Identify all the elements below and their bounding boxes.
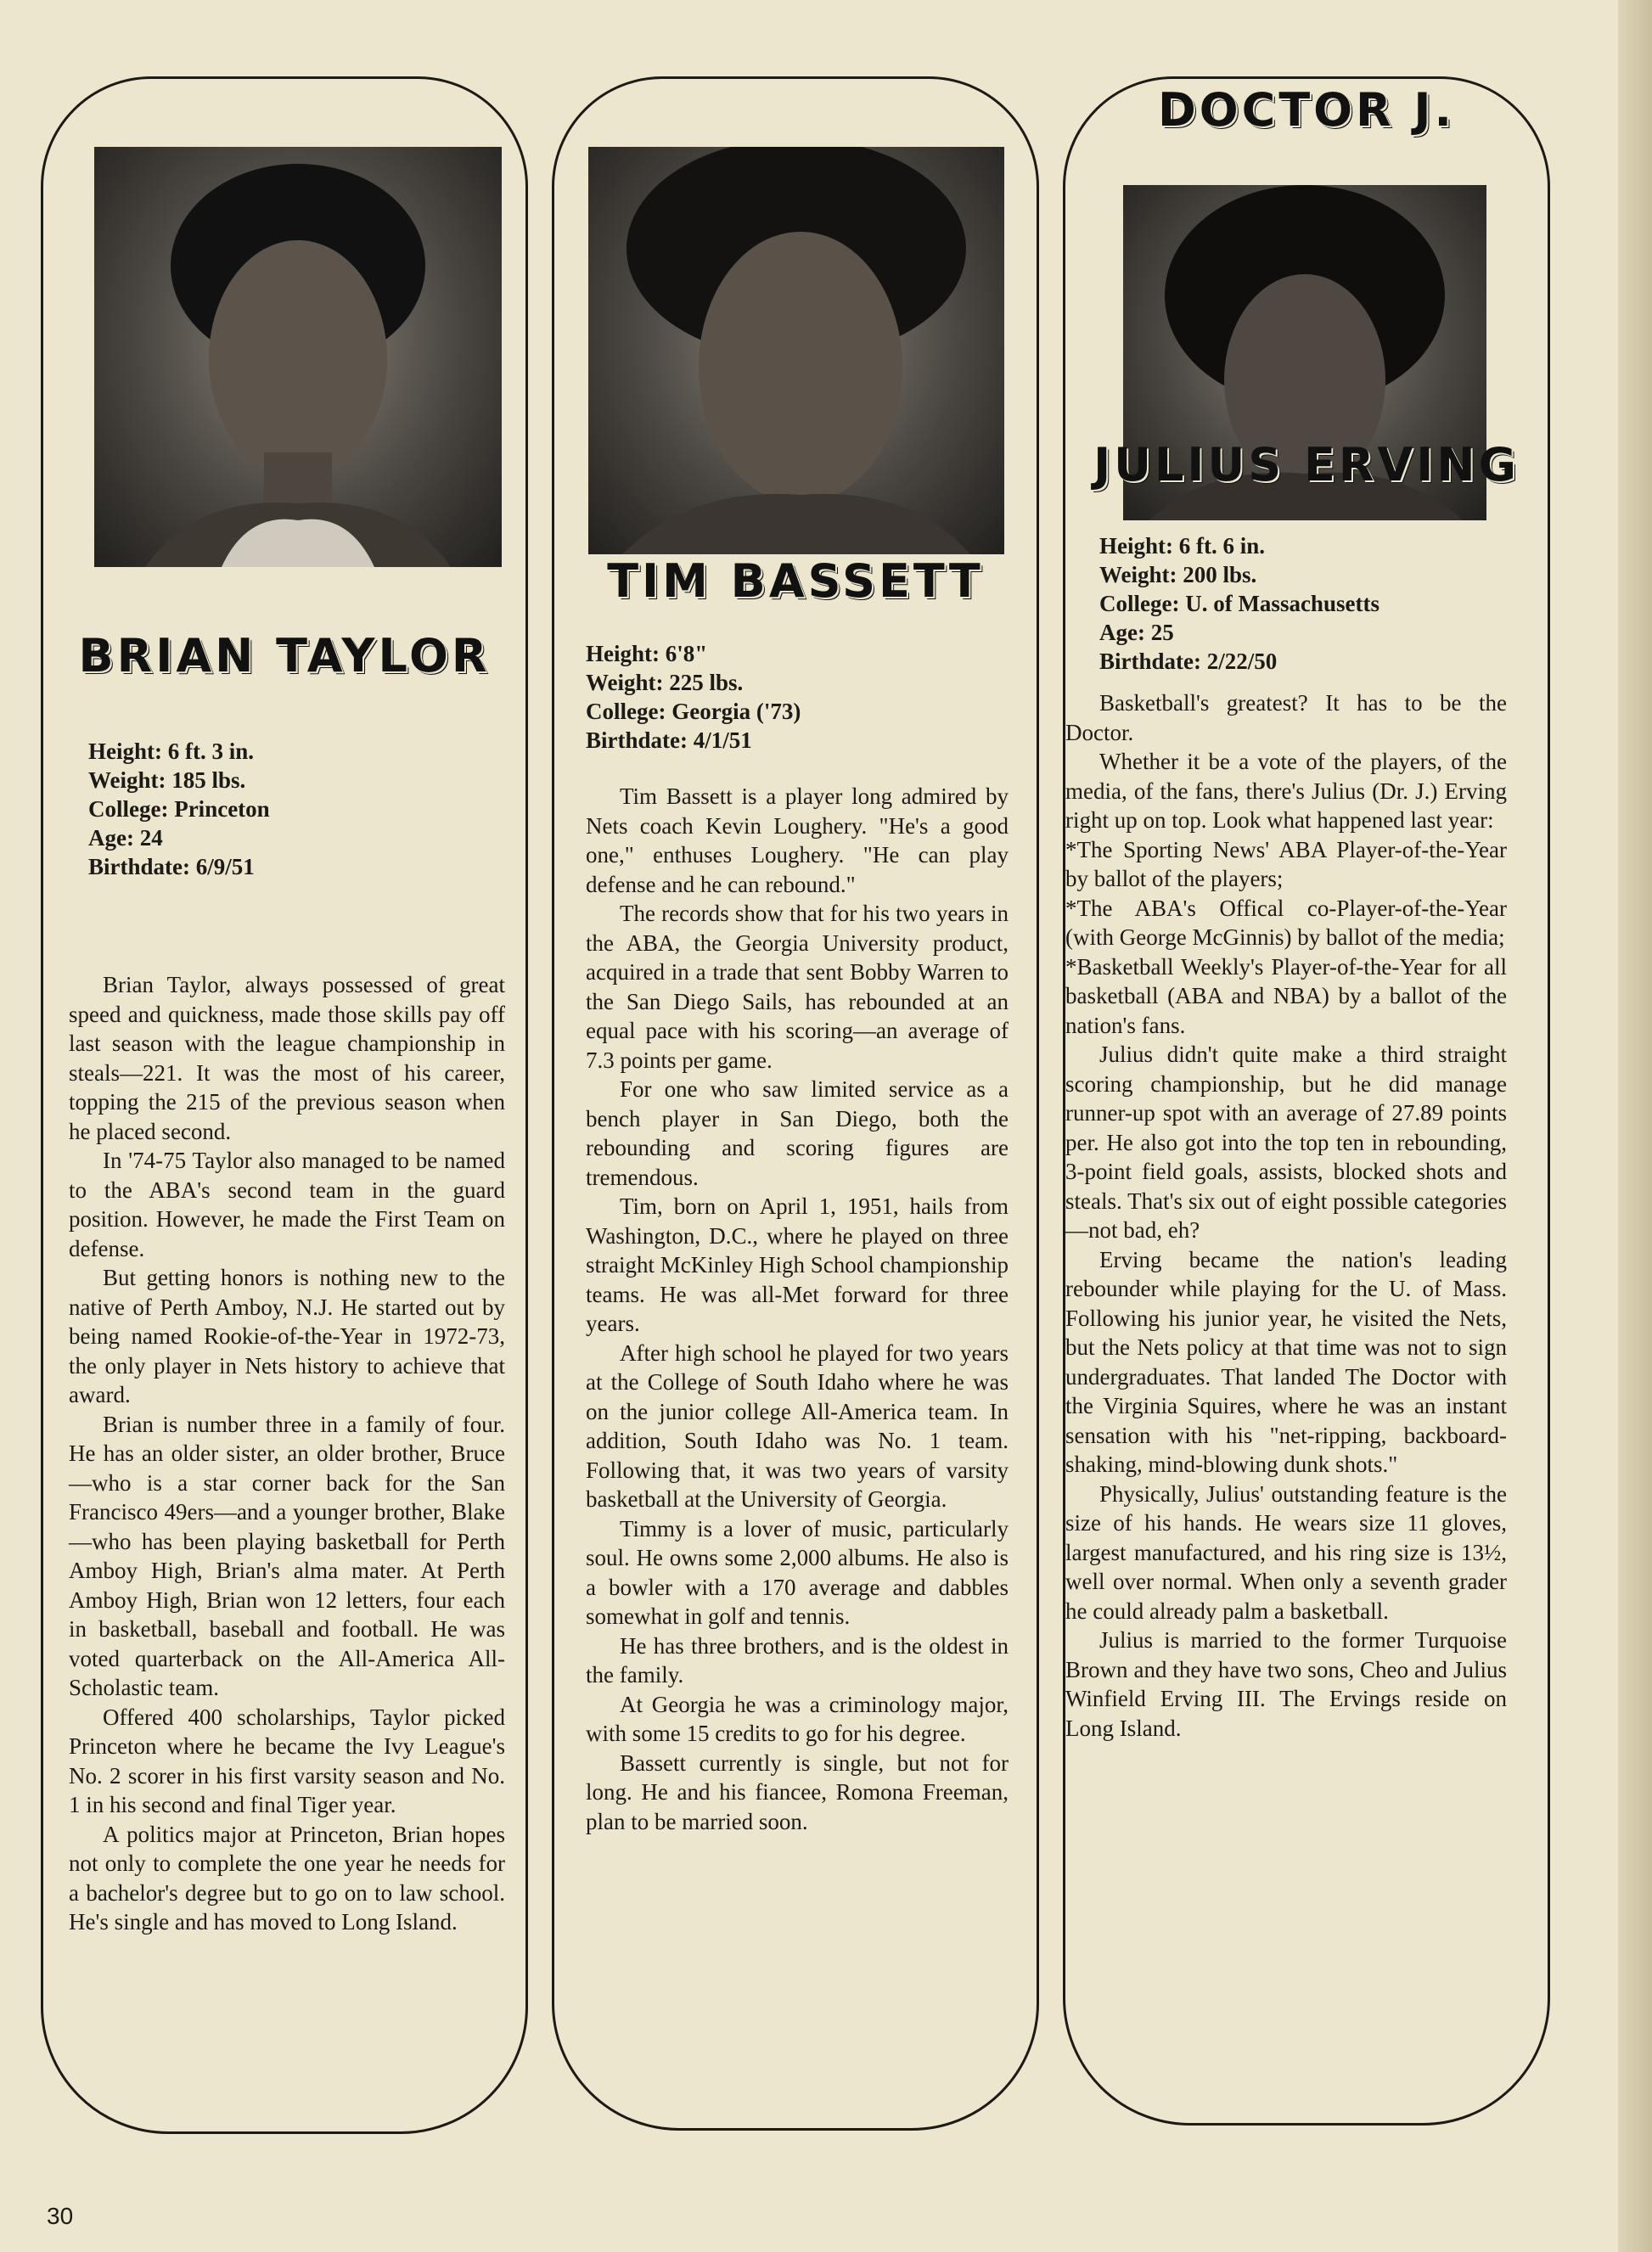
bio-paragraph: Brian is number three in a family of four. He has an older sister, an older brother, Bruce—who is a star corner back for the San Francisco 49ers—and a younger brother, Blake—who has been playing basketball for Perth Amboy High, Brian's alma mater. At Perth Amboy High, Brian won 12 letters, four each in basketball, baseball and football. He was voted quarterback on the All-America All-Scholastic team. <box>69 1411 505 1700</box>
bio-paragraph: The records show that for his two years in the ABA, the Georgia University product, acquired in a trade that sent Bobby Warren to the San Diego Sails, has rebounded at an equal pace with his scoring—an average of 7.3 points per game. <box>586 901 1009 1073</box>
bio-paragraph: Julius didn't quite make a third straight scoring championship, but he did manage runner-up spot with an average of 27.89 points per. He also got into the top ten in rebounding, 3-point field goals, assists, blocked shots and steals. That's six out of eight possible categories—not bad, eh? <box>1065 1042 1507 1243</box>
bio-paragraph: Erving became the nation's leading rebounder while playing for the U. of Mass. Following his junior year, he visited the Nets, but the Nets policy at that time was not to sign undergraduates. That landed The Doctor with the Virginia Squires, where he was an instant sensation with his "net-ripping, backboard-shaking, mind-blowing dunk shots." <box>1065 1246 1507 1477</box>
stat-line: Weight: 200 lbs. <box>1099 562 1257 587</box>
brian-taylor-photo <box>94 147 502 567</box>
bio-paragraph: For one who saw limited service as a bench player in San Diego, both the rebounding and scoring figures are tremendous. <box>586 1076 1009 1190</box>
bio-paragraph: Basketball's greatest? It has to be the Doctor. <box>1065 690 1507 745</box>
player-nickname: DOCTOR J. <box>1157 83 1456 137</box>
bio-paragraph: Bassett currently is single, but not for long. He and his fiancee, Romona Freeman, plan to be married soon. <box>586 1749 1009 1834</box>
stat-line: Birthdate: 4/1/51 <box>586 727 752 753</box>
player-card-tim-bassett <box>552 76 1039 2131</box>
bio-paragraph: *The ABA's Offical co-Player-of-the-Year (with George McGinnis) by ballot of the media; <box>1065 895 1507 950</box>
page-number: 30 <box>47 2203 74 2229</box>
bio-paragraph: But getting honors is nothing new to the native of Perth Amboy, N.J. He started out by being named Rookie-of-the-Year in 1972-73, the only player in Nets history to achieve that award. <box>69 1265 505 1407</box>
bio-paragraph: At Georgia he was a criminology major, with some 15 credits to go for his degree. <box>586 1691 1009 1746</box>
bio-paragraph: In '74-75 Taylor also managed to be named to the ABA's second team in the guard position. However, he made the First Team on defense. <box>69 1148 505 1261</box>
stat-line: College: U. of Massachusetts <box>1099 591 1379 616</box>
stat-line: Height: 6 ft. 3 in. <box>88 738 254 764</box>
player-card-julius-erving <box>1063 76 1550 2126</box>
player-stats <box>586 639 801 755</box>
bio-paragraph: After high school he played for two years at the College of South Idaho where he was on the junior college All-America team. In addition, South Idaho was No. 1 team. Following that, it was two years of varsity basketball at the University of Georgia. <box>586 1339 1009 1512</box>
player-card-brian-taylor <box>41 76 528 2134</box>
bio-paragraph: *Basketball Weekly's Player-of-the-Year for all basketball (ABA and NBA) by a ballot of the nation's fans. <box>1065 953 1507 1038</box>
page-edge <box>1618 0 1652 2252</box>
bio-paragraph: Brian Taylor, always possessed of great speed and quickness, made those skills pay off last season with the league championship in steals—221. It was the most of his career, topping the 215 of the previous season when he placed second. <box>69 972 505 1144</box>
bio-paragraph: A politics major at Princeton, Brian hopes not only to complete the one year he needs for a bachelor's degree but to go on to law school. He's single and has moved to Long Island. <box>69 1821 505 1935</box>
bio-paragraph: Physically, Julius' outstanding feature is the size of his hands. He wears size 11 gloves, largest manufactured, and his ring size is 13½, well over normal. When only a seventh grader he could already palm a basketball. <box>1065 1480 1507 1624</box>
bio-paragraph: Offered 400 scholarships, Taylor picked Princeton where he became the Ivy League's No. 2 scorer in his first varsity season and No. 1 in his second and final Tiger year. <box>69 1704 505 1817</box>
stat-line: Birthdate: 2/22/50 <box>1099 649 1278 674</box>
stat-line: College: Princeton <box>88 796 270 822</box>
player-stats <box>88 737 270 881</box>
bio-paragraph: Tim, born on April 1, 1951, hails from Washington, D.C., where he played on three straight McKinley High School championship teams. He was all-Met forward for three years. <box>586 1193 1009 1336</box>
tim-bassett-photo <box>588 147 1004 554</box>
stat-line: Age: 24 <box>88 825 163 851</box>
stat-line: Weight: 225 lbs. <box>586 670 744 695</box>
player-bio <box>69 970 505 1937</box>
player-name: TIM BASSETT <box>607 554 984 608</box>
bio-paragraph: Tim Bassett is a player long admired by Nets coach Kevin Loughery. "He's a good one," enthuses Loughery. "He can play defense and he can rebound." <box>586 783 1009 897</box>
player-bio <box>1065 688 1507 1743</box>
stat-line: Height: 6'8" <box>586 641 708 666</box>
bio-paragraph: He has three brothers, and is the oldest in the family. <box>586 1632 1009 1688</box>
stat-line: Age: 25 <box>1099 620 1174 645</box>
player-stats <box>1099 531 1379 676</box>
bio-paragraph: Julius is married to the former Turquoise Brown and they have two sons, Cheo and Julius Winfield Erving III. The Ervings reside on Long Island. <box>1065 1627 1507 1741</box>
stat-line: Weight: 185 lbs. <box>88 767 246 793</box>
stat-line: College: Georgia ('73) <box>586 699 801 724</box>
player-name: JULIUS ERVING <box>1093 438 1520 491</box>
bio-paragraph: Timmy is a lover of music, particularly soul. He owns some 2,000 albums. He also is a bowler with a 170 average and dabbles somewhat in golf and tennis. <box>586 1515 1009 1629</box>
bio-paragraph: *The Sporting News' ABA Player-of-the-Year by ballot of the players; <box>1065 836 1507 891</box>
player-bio <box>586 782 1009 1836</box>
player-name: BRIAN TAYLOR <box>78 629 491 682</box>
bio-paragraph: Whether it be a vote of the players, of the media, of the fans, there's Julius (Dr. J.) Erving right up on top. Look what happened last year: <box>1065 749 1507 833</box>
stat-line: Height: 6 ft. 6 in. <box>1099 533 1265 559</box>
stat-line: Birthdate: 6/9/51 <box>88 854 255 879</box>
